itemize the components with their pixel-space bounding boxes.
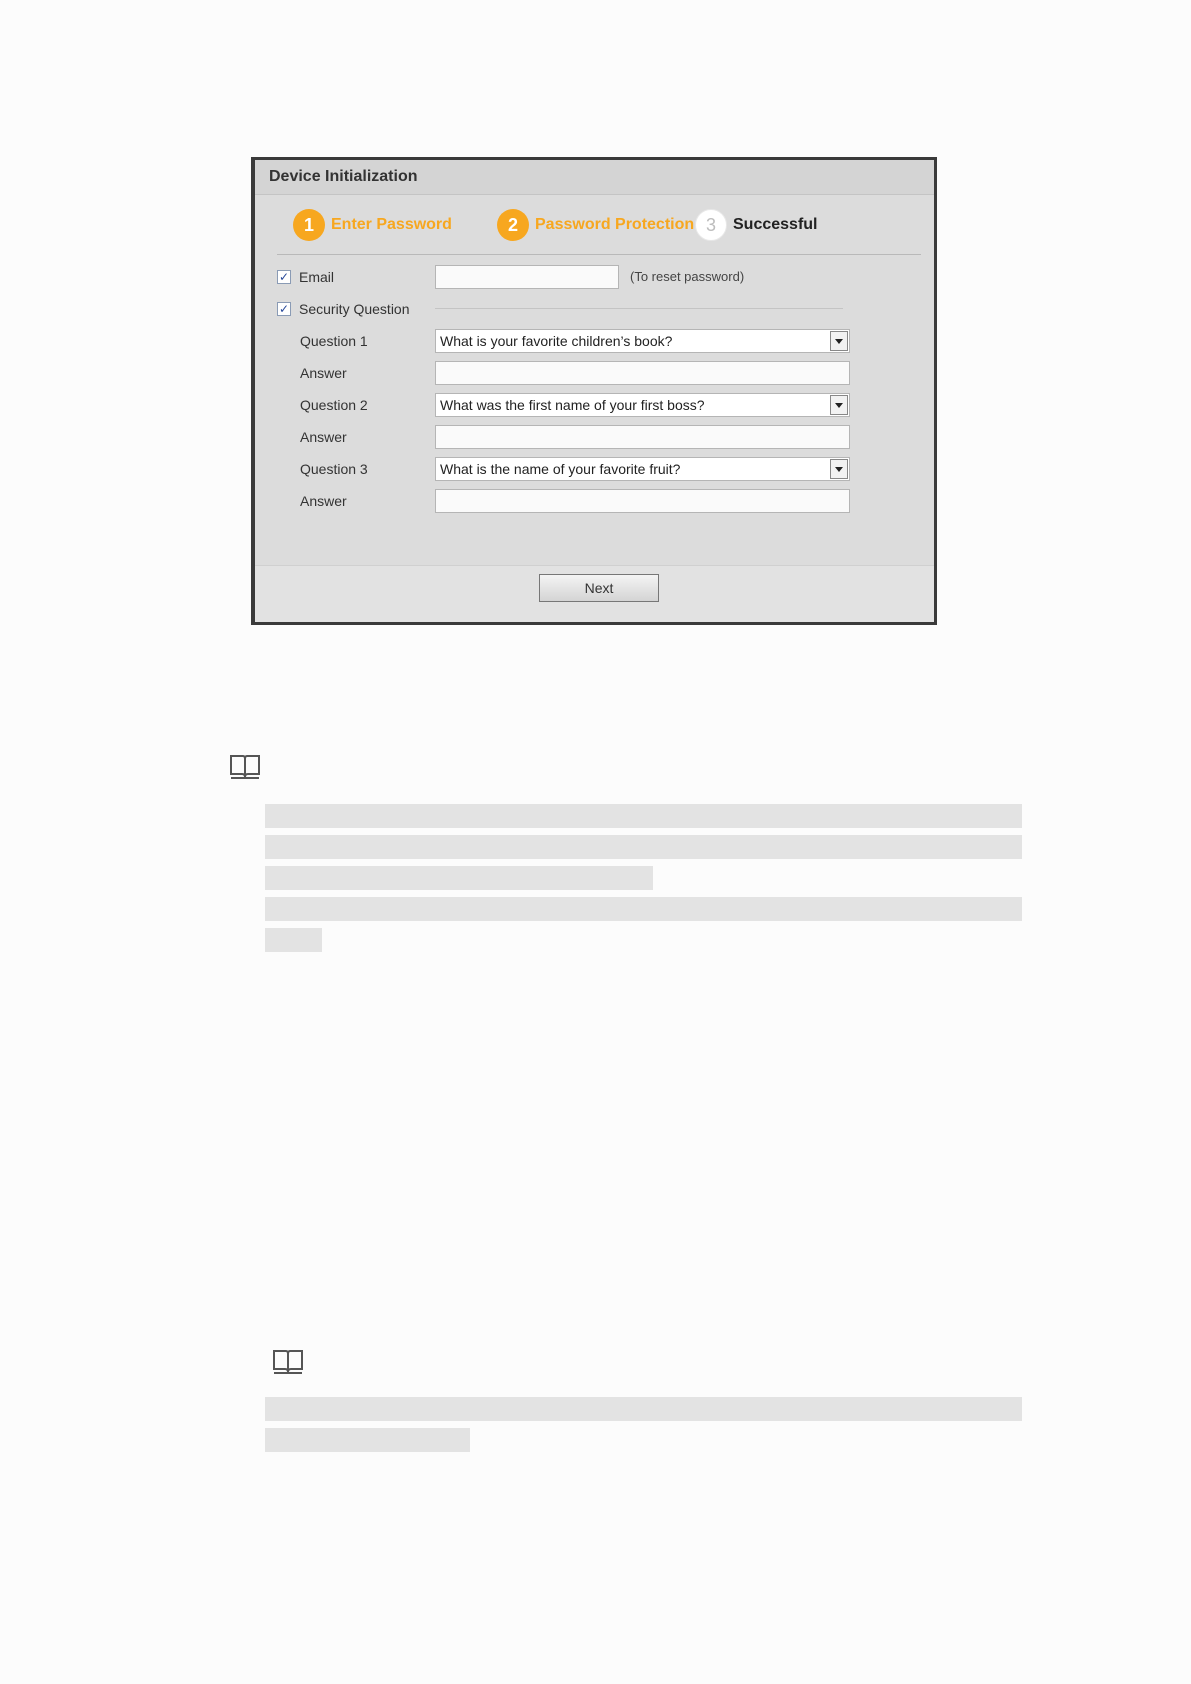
step-3-number: 3	[695, 209, 727, 241]
redacted-text-line	[265, 866, 653, 890]
device-initialization-dialog	[251, 157, 937, 625]
chevron-down-icon[interactable]	[830, 331, 848, 351]
question-1-label: Question 1	[300, 333, 368, 349]
next-button[interactable]: Next	[539, 574, 659, 602]
open-book-icon	[229, 752, 261, 780]
answer-2-label: Answer	[300, 429, 347, 445]
step-divider	[277, 254, 921, 255]
answer-1-input[interactable]	[435, 361, 850, 385]
answer-2-input[interactable]	[435, 425, 850, 449]
step-1-number: 1	[293, 209, 325, 241]
question-3-value: What is the name of your favorite fruit?	[440, 461, 681, 477]
step-successful	[695, 208, 817, 242]
redacted-text-line	[265, 1397, 1022, 1421]
question-3-label: Question 3	[300, 461, 368, 477]
question-1-select[interactable]	[435, 329, 850, 353]
chevron-down-icon[interactable]	[830, 395, 848, 415]
answer-1-label: Answer	[300, 365, 347, 381]
step-enter-password	[293, 208, 452, 242]
dialog-title: Device Initialization	[255, 160, 934, 195]
chevron-down-icon[interactable]	[830, 459, 848, 479]
question-3-select[interactable]	[435, 457, 850, 481]
question-2-label: Question 2	[300, 397, 368, 413]
security-question-divider	[435, 308, 843, 309]
security-question-label: Security Question	[299, 301, 410, 317]
security-question-checkbox-row[interactable]	[277, 297, 410, 321]
question-2-value: What was the first name of your first boss?	[440, 397, 705, 413]
email-input[interactable]	[435, 265, 619, 289]
step-2-label: Password Protection	[535, 216, 695, 233]
dialog-footer	[255, 565, 934, 622]
email-hint: (To reset password)	[630, 269, 745, 284]
step-1-label: Enter Password	[331, 216, 452, 233]
email-label: Email	[299, 269, 335, 285]
email-checkbox-row[interactable]	[277, 265, 334, 289]
redacted-text-line	[265, 804, 1022, 828]
step-2-number: 2	[497, 209, 529, 241]
step-indicator	[293, 208, 933, 242]
answer-3-input[interactable]	[435, 489, 850, 513]
redacted-text-line	[265, 835, 1022, 859]
open-book-icon	[272, 1347, 304, 1375]
security-question-checkbox[interactable]: ✓	[278, 302, 290, 316]
step-3-label: Successful	[733, 216, 818, 233]
redacted-text-line	[265, 928, 322, 952]
step-password-protection	[497, 208, 694, 242]
question-1-value: What is your favorite children’s book?	[440, 333, 673, 349]
answer-3-label: Answer	[300, 493, 347, 509]
email-checkbox[interactable]: ✓	[278, 270, 290, 284]
redacted-text-line	[265, 897, 1022, 921]
redacted-text-line	[265, 1428, 470, 1452]
question-2-select[interactable]	[435, 393, 850, 417]
